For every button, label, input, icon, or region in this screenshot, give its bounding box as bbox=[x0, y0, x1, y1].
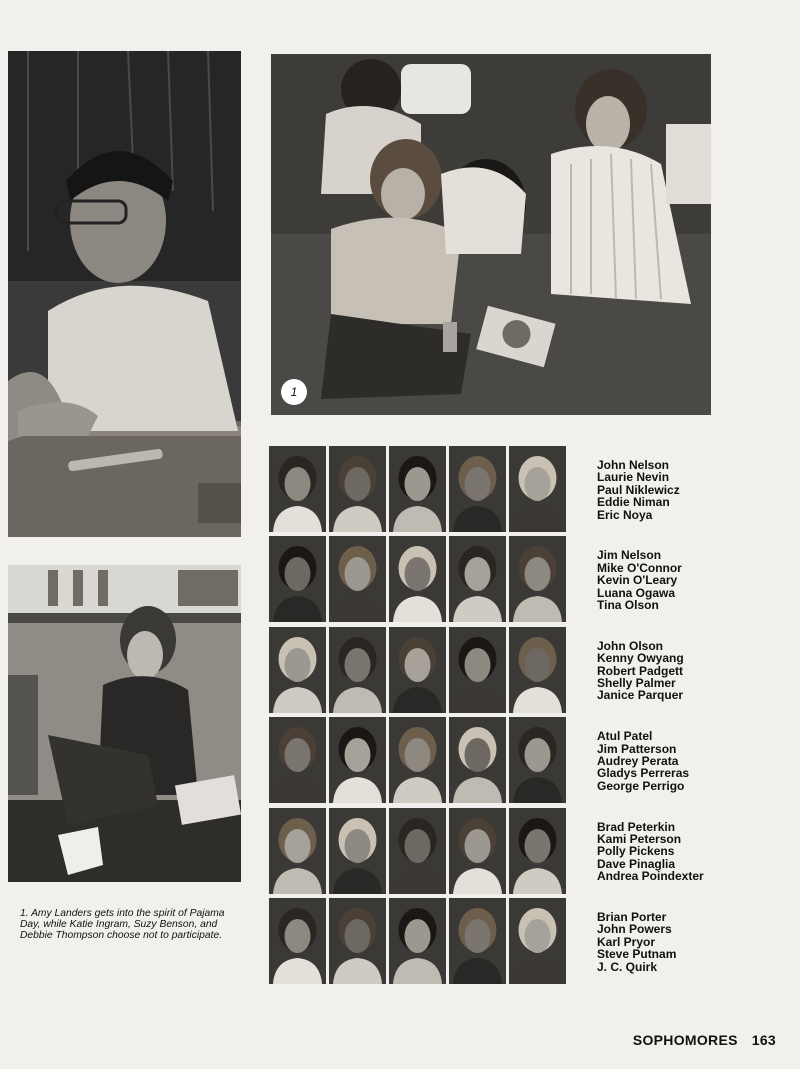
portrait-row bbox=[269, 536, 569, 626]
student-on-lawn-photo-icon bbox=[8, 565, 241, 882]
names-group bbox=[597, 911, 737, 1001]
portrait-photo bbox=[329, 898, 386, 984]
student-name: Paul Niklewicz bbox=[597, 482, 680, 497]
portrait-photo bbox=[509, 536, 566, 622]
student-name: John Nelson bbox=[597, 458, 670, 472]
portrait-photo bbox=[509, 627, 566, 713]
portrait-photo bbox=[509, 898, 566, 984]
portrait-icon bbox=[449, 446, 506, 532]
portrait-photo bbox=[269, 808, 326, 894]
names-column bbox=[597, 459, 737, 1001]
student-name: Brian Porter bbox=[597, 909, 667, 924]
photo-number-badge: 1 bbox=[281, 379, 307, 405]
portrait-icon bbox=[269, 808, 326, 894]
portrait-photo bbox=[329, 627, 386, 713]
portrait-icon bbox=[449, 808, 506, 894]
names-group bbox=[597, 640, 737, 730]
portrait-icon bbox=[269, 536, 326, 622]
portrait-photo bbox=[269, 446, 326, 532]
student-name: George Perrigo bbox=[597, 778, 685, 793]
portrait-row bbox=[269, 808, 569, 898]
portrait-photo bbox=[449, 898, 506, 984]
student-name: Shelly Palmer bbox=[597, 676, 676, 690]
student-name: Polly Pickens bbox=[597, 844, 675, 859]
student-name: Kami Peterson bbox=[597, 831, 682, 846]
names-group bbox=[597, 549, 737, 639]
student-name: Brad Peterkin bbox=[597, 819, 676, 834]
portrait-photo bbox=[329, 536, 386, 622]
student-woodshop-photo-icon bbox=[8, 51, 241, 537]
portrait-photo bbox=[389, 898, 446, 984]
student-name: Janice Parquer bbox=[597, 688, 684, 703]
portrait-icon bbox=[269, 898, 326, 984]
section-title: SOPHOMORES bbox=[632, 1032, 738, 1048]
portrait-photo bbox=[389, 717, 446, 803]
portrait-icon bbox=[509, 808, 566, 894]
photo-caption: 1. Amy Landers gets into the spirit of Pajama Day, while Katie Ingram, Suzy Benson, and Debbie Thompson choose not to participate. bbox=[20, 908, 225, 941]
student-name: Karl Pryor bbox=[597, 934, 656, 949]
student-name: Jim Nelson bbox=[597, 548, 662, 563]
student-name: J. C. Quirk bbox=[597, 959, 658, 974]
portrait-icon bbox=[449, 536, 506, 622]
portrait-photo bbox=[389, 808, 446, 894]
lawn-photo bbox=[8, 565, 241, 882]
portrait-icon bbox=[269, 717, 326, 803]
student-name: Jim Patterson bbox=[597, 741, 677, 756]
student-name: Atul Patel bbox=[597, 729, 653, 744]
portrait-photo bbox=[449, 446, 506, 532]
portrait-row bbox=[269, 898, 569, 988]
page-number: 163 bbox=[751, 1032, 776, 1048]
pajama-day-group-photo-icon bbox=[271, 54, 711, 415]
names-group bbox=[597, 730, 737, 820]
portrait-icon bbox=[269, 446, 326, 532]
portrait-icon bbox=[449, 627, 506, 713]
portrait-photo bbox=[389, 446, 446, 532]
student-name: Luana Ogawa bbox=[597, 585, 676, 600]
student-name: Dave Pinaglia bbox=[597, 856, 676, 871]
portrait-icon bbox=[269, 627, 326, 713]
portrait-photo bbox=[509, 808, 566, 894]
portrait-icon bbox=[329, 446, 386, 532]
portrait-icon bbox=[329, 808, 386, 894]
portrait-photo bbox=[329, 717, 386, 803]
portrait-photo bbox=[329, 446, 386, 532]
portrait-photo bbox=[449, 808, 506, 894]
student-name: Kenny Owyang bbox=[597, 651, 684, 666]
student-name: Robert Padgett bbox=[597, 663, 684, 678]
pajama-day-photo bbox=[271, 54, 711, 415]
portrait-photo bbox=[509, 717, 566, 803]
student-name: Eric Noya bbox=[597, 507, 653, 522]
portrait-photo bbox=[449, 717, 506, 803]
portrait-icon bbox=[389, 627, 446, 713]
portrait-photo bbox=[269, 717, 326, 803]
student-name: Andrea Poindexter bbox=[597, 869, 704, 884]
portrait-icon bbox=[509, 536, 566, 622]
student-name: Laurie Nevin bbox=[597, 470, 670, 485]
portrait-icon bbox=[329, 717, 386, 803]
portrait-icon bbox=[509, 627, 566, 713]
portrait-icon bbox=[449, 898, 506, 984]
portrait-grid bbox=[269, 446, 569, 988]
portrait-icon bbox=[389, 446, 446, 532]
student-name: Gladys Perreras bbox=[597, 766, 690, 781]
portrait-icon bbox=[389, 898, 446, 984]
portrait-icon bbox=[509, 446, 566, 532]
portrait-icon bbox=[329, 627, 386, 713]
student-name: Eddie Niman bbox=[597, 495, 670, 510]
portrait-icon bbox=[509, 717, 566, 803]
portrait-photo bbox=[509, 446, 566, 532]
student-name: John Powers bbox=[597, 922, 672, 937]
student-name: Mike O'Connor bbox=[597, 560, 682, 575]
portrait-photo bbox=[389, 536, 446, 622]
portrait-photo bbox=[449, 627, 506, 713]
student-name: Kevin O'Leary bbox=[597, 573, 678, 588]
portrait-icon bbox=[389, 808, 446, 894]
page-footer bbox=[633, 1032, 776, 1048]
portrait-photo bbox=[329, 808, 386, 894]
portrait-icon bbox=[329, 536, 386, 622]
portrait-icon bbox=[329, 898, 386, 984]
portrait-icon bbox=[449, 717, 506, 803]
portrait-icon bbox=[389, 536, 446, 622]
names-group bbox=[597, 821, 737, 911]
portrait-photo bbox=[269, 627, 326, 713]
portrait-row bbox=[269, 446, 569, 536]
portrait-row bbox=[269, 627, 569, 717]
portrait-row bbox=[269, 717, 569, 807]
woodshop-photo bbox=[8, 51, 241, 537]
student-name: John Olson bbox=[597, 638, 663, 653]
student-name: Tina Olson bbox=[597, 598, 659, 613]
portrait-photo bbox=[389, 627, 446, 713]
names-group bbox=[597, 459, 737, 549]
portrait-photo bbox=[269, 536, 326, 622]
student-name: Steve Putnam bbox=[597, 947, 677, 962]
portrait-icon bbox=[509, 898, 566, 984]
portrait-photo bbox=[269, 898, 326, 984]
student-name: Audrey Perata bbox=[597, 753, 679, 768]
portrait-icon bbox=[389, 717, 446, 803]
portrait-photo bbox=[449, 536, 506, 622]
